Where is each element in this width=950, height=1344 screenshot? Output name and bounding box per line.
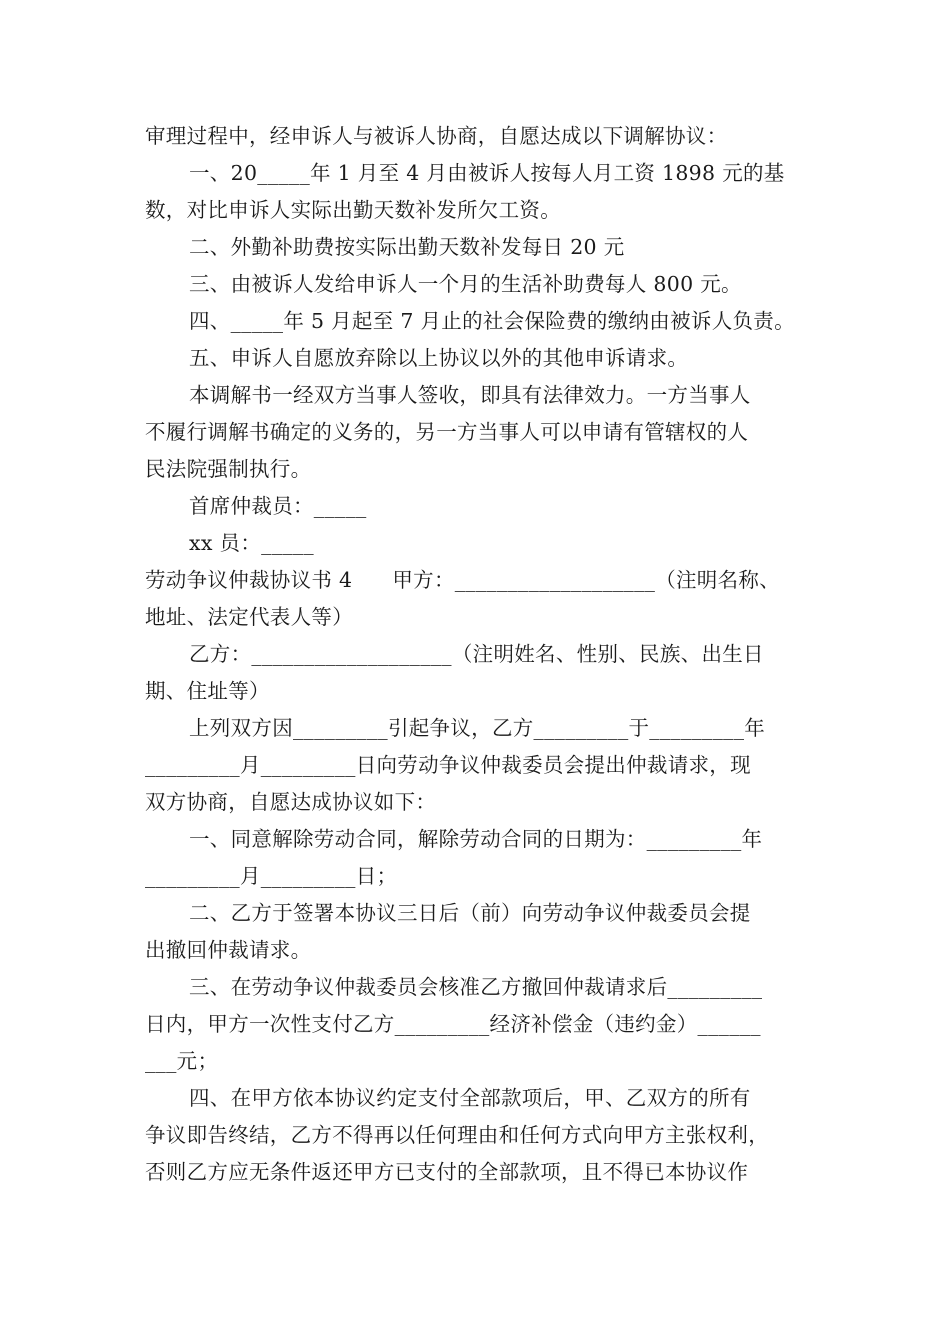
- text-line: 本调解书一经双方当事人签收，即具有法律效力。一方当事人: [189, 383, 751, 407]
- party-a-label: 甲方：___________________（注明名称、: [392, 568, 781, 592]
- signature-line-clerk: xx 员：_____: [189, 531, 314, 555]
- text-line: 否则乙方应无条件返还甲方已支付的全部款项，且不得已本协议作: [145, 1160, 749, 1184]
- text-line: 五、申诉人自愿放弃除以上协议以外的其他申诉请求。: [189, 346, 689, 370]
- text-line: 二、乙方于签署本协议三日后（前）向劳动争议仲裁委员会提: [189, 901, 751, 925]
- text-line: 不履行调解书确定的义务的，另一方当事人可以申请有管辖权的人: [145, 420, 749, 444]
- text-line: 三、由被诉人发给申诉人一个月的生活补助费每人 800 元。: [189, 272, 742, 296]
- text-line: 乙方：___________________（注明姓名、性别、民族、出生日: [189, 642, 764, 666]
- text-line: 三、在劳动争议仲裁委员会核准乙方撤回仲裁请求后_________: [189, 975, 763, 999]
- text-line: ___元；: [145, 1049, 219, 1073]
- text-line-title: [145, 562, 815, 599]
- text-line: 一、同意解除劳动合同，解除劳动合同的日期为：_________年: [189, 827, 763, 851]
- text-line: 民法院强制执行。: [145, 457, 312, 481]
- section-title: 劳动争议仲裁协议书 4: [145, 568, 353, 592]
- text-line: 期、住址等）: [145, 679, 270, 703]
- text-line: 二、外勤补助费按实际出勤天数补发每日 20 元: [189, 235, 625, 259]
- text-line: _________月_________日向劳动争议仲裁委员会提出仲裁请求，现: [145, 753, 751, 777]
- text-line: 出撤回仲裁请求。: [145, 938, 312, 962]
- text-line: 上列双方因_________引起争议，乙方_________于_________年: [189, 716, 766, 740]
- text-line: 日内，甲方一次性支付乙方_________经济补偿金（违约金）______: [145, 1012, 761, 1036]
- text-line: 争议即告终结，乙方不得再以任何理由和任何方式向甲方主张权利，: [145, 1123, 769, 1147]
- text-line: 一、20_____年 1 月至 4 月由被诉人按每人月工资 1898 元的基: [189, 161, 785, 185]
- text-line: 审理过程中，经申诉人与被诉人协商，自愿达成以下调解协议：: [145, 124, 728, 148]
- text-line: 四、在甲方依本协议约定支付全部款项后，甲、乙双方的所有: [189, 1086, 751, 1110]
- document-body: [145, 118, 815, 1191]
- text-line: 数，对比申诉人实际出勤天数补发所欠工资。: [145, 198, 561, 222]
- text-line: 双方协商，自愿达成协议如下：: [145, 790, 437, 814]
- signature-line-chief-arbitrator: 首席仲裁员：_____: [189, 494, 367, 518]
- text-line: 四、_____年 5 月起至 7 月止的社会保险费的缴纳由被诉人负责。: [189, 309, 795, 333]
- text-line: _________月_________日；: [145, 864, 398, 888]
- text-line: 地址、法定代表人等）: [145, 605, 353, 629]
